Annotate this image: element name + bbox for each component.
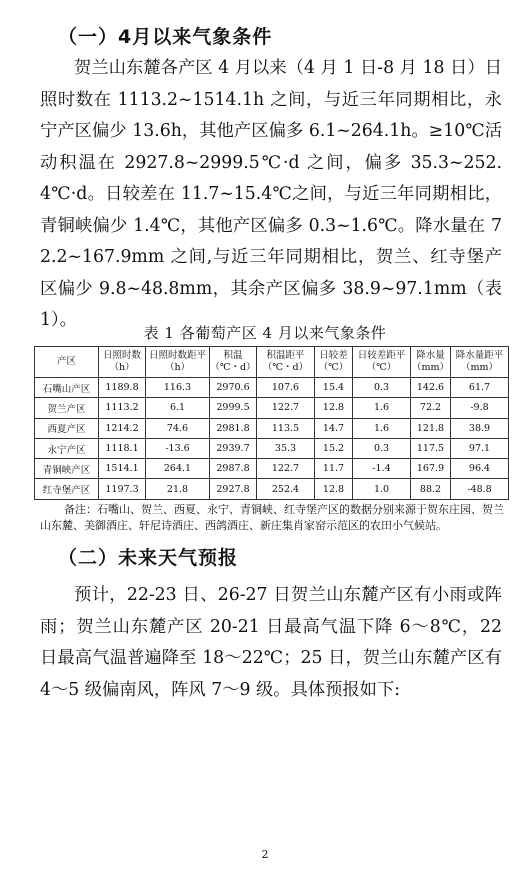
table-cell: 6.1	[146, 398, 210, 418]
table-cell: 1514.1	[99, 459, 146, 479]
table-cell: 121.8	[411, 418, 451, 438]
header-unit: （mm）	[411, 362, 450, 373]
table-note: 备注：石嘴山、贺兰、西夏、永宁、青铜峡、红寺堡产区的数据分别来源于贺东庄园、贺兰山东麓、美御酒庄、轩尼诗酒庄、西鸽酒庄、新庄集肖家窑示范区的农田小气候站。	[40, 503, 504, 532]
header-label: 日照时数	[102, 350, 141, 361]
header-unit: （℃）	[318, 362, 349, 373]
table-cell: 35.3	[257, 438, 315, 458]
header-unit: （h）	[109, 362, 135, 373]
table-cell: 117.5	[411, 438, 451, 458]
table-cell: 15.4	[315, 378, 353, 398]
table-cell: 74.6	[146, 418, 210, 438]
table-cell: 11.7	[315, 459, 353, 479]
table-row	[35, 459, 509, 479]
table-cell: 2939.7	[210, 438, 257, 458]
table-cell: 1113.2	[99, 398, 146, 418]
section-heading-forecast: （二）未来天气预报	[58, 547, 239, 569]
weather-conditions-paragraph: 贺兰山东麓各产区 4 月以来（4 月 1 日-8 月 18 日）日照时数在 1113.2~1514.1h 之间，与近三年同期相比，永宁产区偏少 13.6h，其他产区偏多 6.1~264.1h。≥10℃活动积温在 2927.8~2999.5℃·d 之间，偏多 35.3~252.4℃·d。日较差在 11.7~15.4℃之间，与近三年同期相比，青铜峡偏少 1.4℃，其他产区偏多 0.3~1.6℃。降水量在 72.2~167.9mm 之间,与近三年同期相比，贺兰、红寺堡产区偏少 9.8~48.8mm，其余产区偏多 38.9~97.1mm（表 1）。	[40, 58, 502, 330]
header-unit: （mm）	[460, 362, 499, 373]
table-cell: -1.4	[353, 459, 411, 479]
table-cell: 107.6	[257, 378, 315, 398]
region-name-cell: 西夏产区	[35, 418, 99, 438]
table-caption: 表 1 各葡萄产区 4 月以来气象条件	[143, 324, 387, 342]
region-name-cell: 石嘴山产区	[35, 378, 99, 398]
table-cell: 38.9	[451, 418, 509, 438]
table-cell: 167.9	[411, 459, 451, 479]
table-cell: 116.3	[146, 378, 210, 398]
header-unit: （h）	[164, 362, 191, 373]
table-cell: 113.5	[257, 418, 315, 438]
header-unit: （℃・d）	[262, 362, 309, 373]
table-cell: 0.3	[353, 378, 411, 398]
table-header-cell	[451, 347, 509, 378]
table-cell: 96.4	[451, 459, 509, 479]
forecast-paragraph: 预计，22-23 日、26-27 日贺兰山东麓产区有小雨或阵雨；贺兰山东麓产区 20-21 日最高气温下降 6～8℃，22 日最高气温普遍降至 18～22℃；25 日，贺兰山东麓产区有 4～5 级偏南风，阵风 7～9 级。具体预报如下:	[40, 585, 502, 700]
table-header-cell	[99, 347, 146, 378]
table-cell: 1.0	[353, 479, 411, 499]
table-header-row	[35, 347, 509, 378]
table-header-cell	[315, 347, 353, 378]
header-unit: （℃）	[366, 362, 397, 373]
header-label: 降水量	[416, 350, 445, 361]
table-cell: -9.8	[451, 398, 509, 418]
table-cell: -48.8	[451, 479, 509, 499]
table-cell: 122.7	[257, 398, 315, 418]
table-body	[35, 378, 509, 500]
region-name-cell: 贺兰产区	[35, 398, 99, 418]
table-cell: 1214.2	[99, 418, 146, 438]
region-name-cell: 永宁产区	[35, 438, 99, 458]
table-cell: 122.7	[257, 459, 315, 479]
table-cell: 15.2	[315, 438, 353, 458]
header-label: 日较差	[319, 350, 348, 361]
region-name-cell: 青铜峡产区	[35, 459, 99, 479]
section-heading-weather-since-april: （一）4月以来气象条件	[58, 26, 273, 48]
table-cell: -13.6	[146, 438, 210, 458]
header-label: 产区	[56, 356, 76, 367]
table-cell: 12.8	[315, 398, 353, 418]
table-header-cell	[257, 347, 315, 378]
table-row	[35, 398, 509, 418]
table-cell: 2927.8	[210, 479, 257, 499]
table-header-cell	[210, 347, 257, 378]
table-cell: 252.4	[257, 479, 315, 499]
table-cell: 1118.1	[99, 438, 146, 458]
table-row	[35, 479, 509, 499]
table-cell: 97.1	[451, 438, 509, 458]
table-cell: 21.8	[146, 479, 210, 499]
table-cell: 2987.8	[210, 459, 257, 479]
table-cell: 1.6	[353, 398, 411, 418]
table-cell: 14.7	[315, 418, 353, 438]
table-cell: 1.6	[353, 418, 411, 438]
table-cell: 142.6	[411, 378, 451, 398]
table-cell: 88.2	[411, 479, 451, 499]
header-label: 积温距平	[266, 350, 305, 361]
table-cell: 61.7	[451, 378, 509, 398]
table-cell: 2970.6	[210, 378, 257, 398]
header-label: 降水量距平	[455, 350, 504, 361]
page-number: 2	[261, 848, 269, 861]
table-row	[35, 438, 509, 458]
table-cell: 2999.5	[210, 398, 257, 418]
table-cell: 1197.3	[99, 479, 146, 499]
table-row	[35, 418, 509, 438]
header-unit: （℃・d）	[210, 362, 256, 373]
table-cell: 264.1	[146, 459, 210, 479]
header-label: 日较差距平	[357, 350, 406, 361]
table-cell: 72.2	[411, 398, 451, 418]
table-cell: 1189.8	[99, 378, 146, 398]
table-header-cell	[35, 347, 99, 378]
weather-conditions-table	[34, 346, 509, 500]
table-header-cell	[146, 347, 210, 378]
table-header-cell	[411, 347, 451, 378]
table-header-cell	[353, 347, 411, 378]
header-label: 日照时数距平	[148, 350, 206, 361]
table-cell: 0.3	[353, 438, 411, 458]
table-cell: 12.8	[315, 479, 353, 499]
header-label: 积温	[223, 350, 243, 361]
table-row	[35, 378, 509, 398]
region-name-cell: 红寺堡产区	[35, 479, 99, 499]
table-cell: 2981.8	[210, 418, 257, 438]
